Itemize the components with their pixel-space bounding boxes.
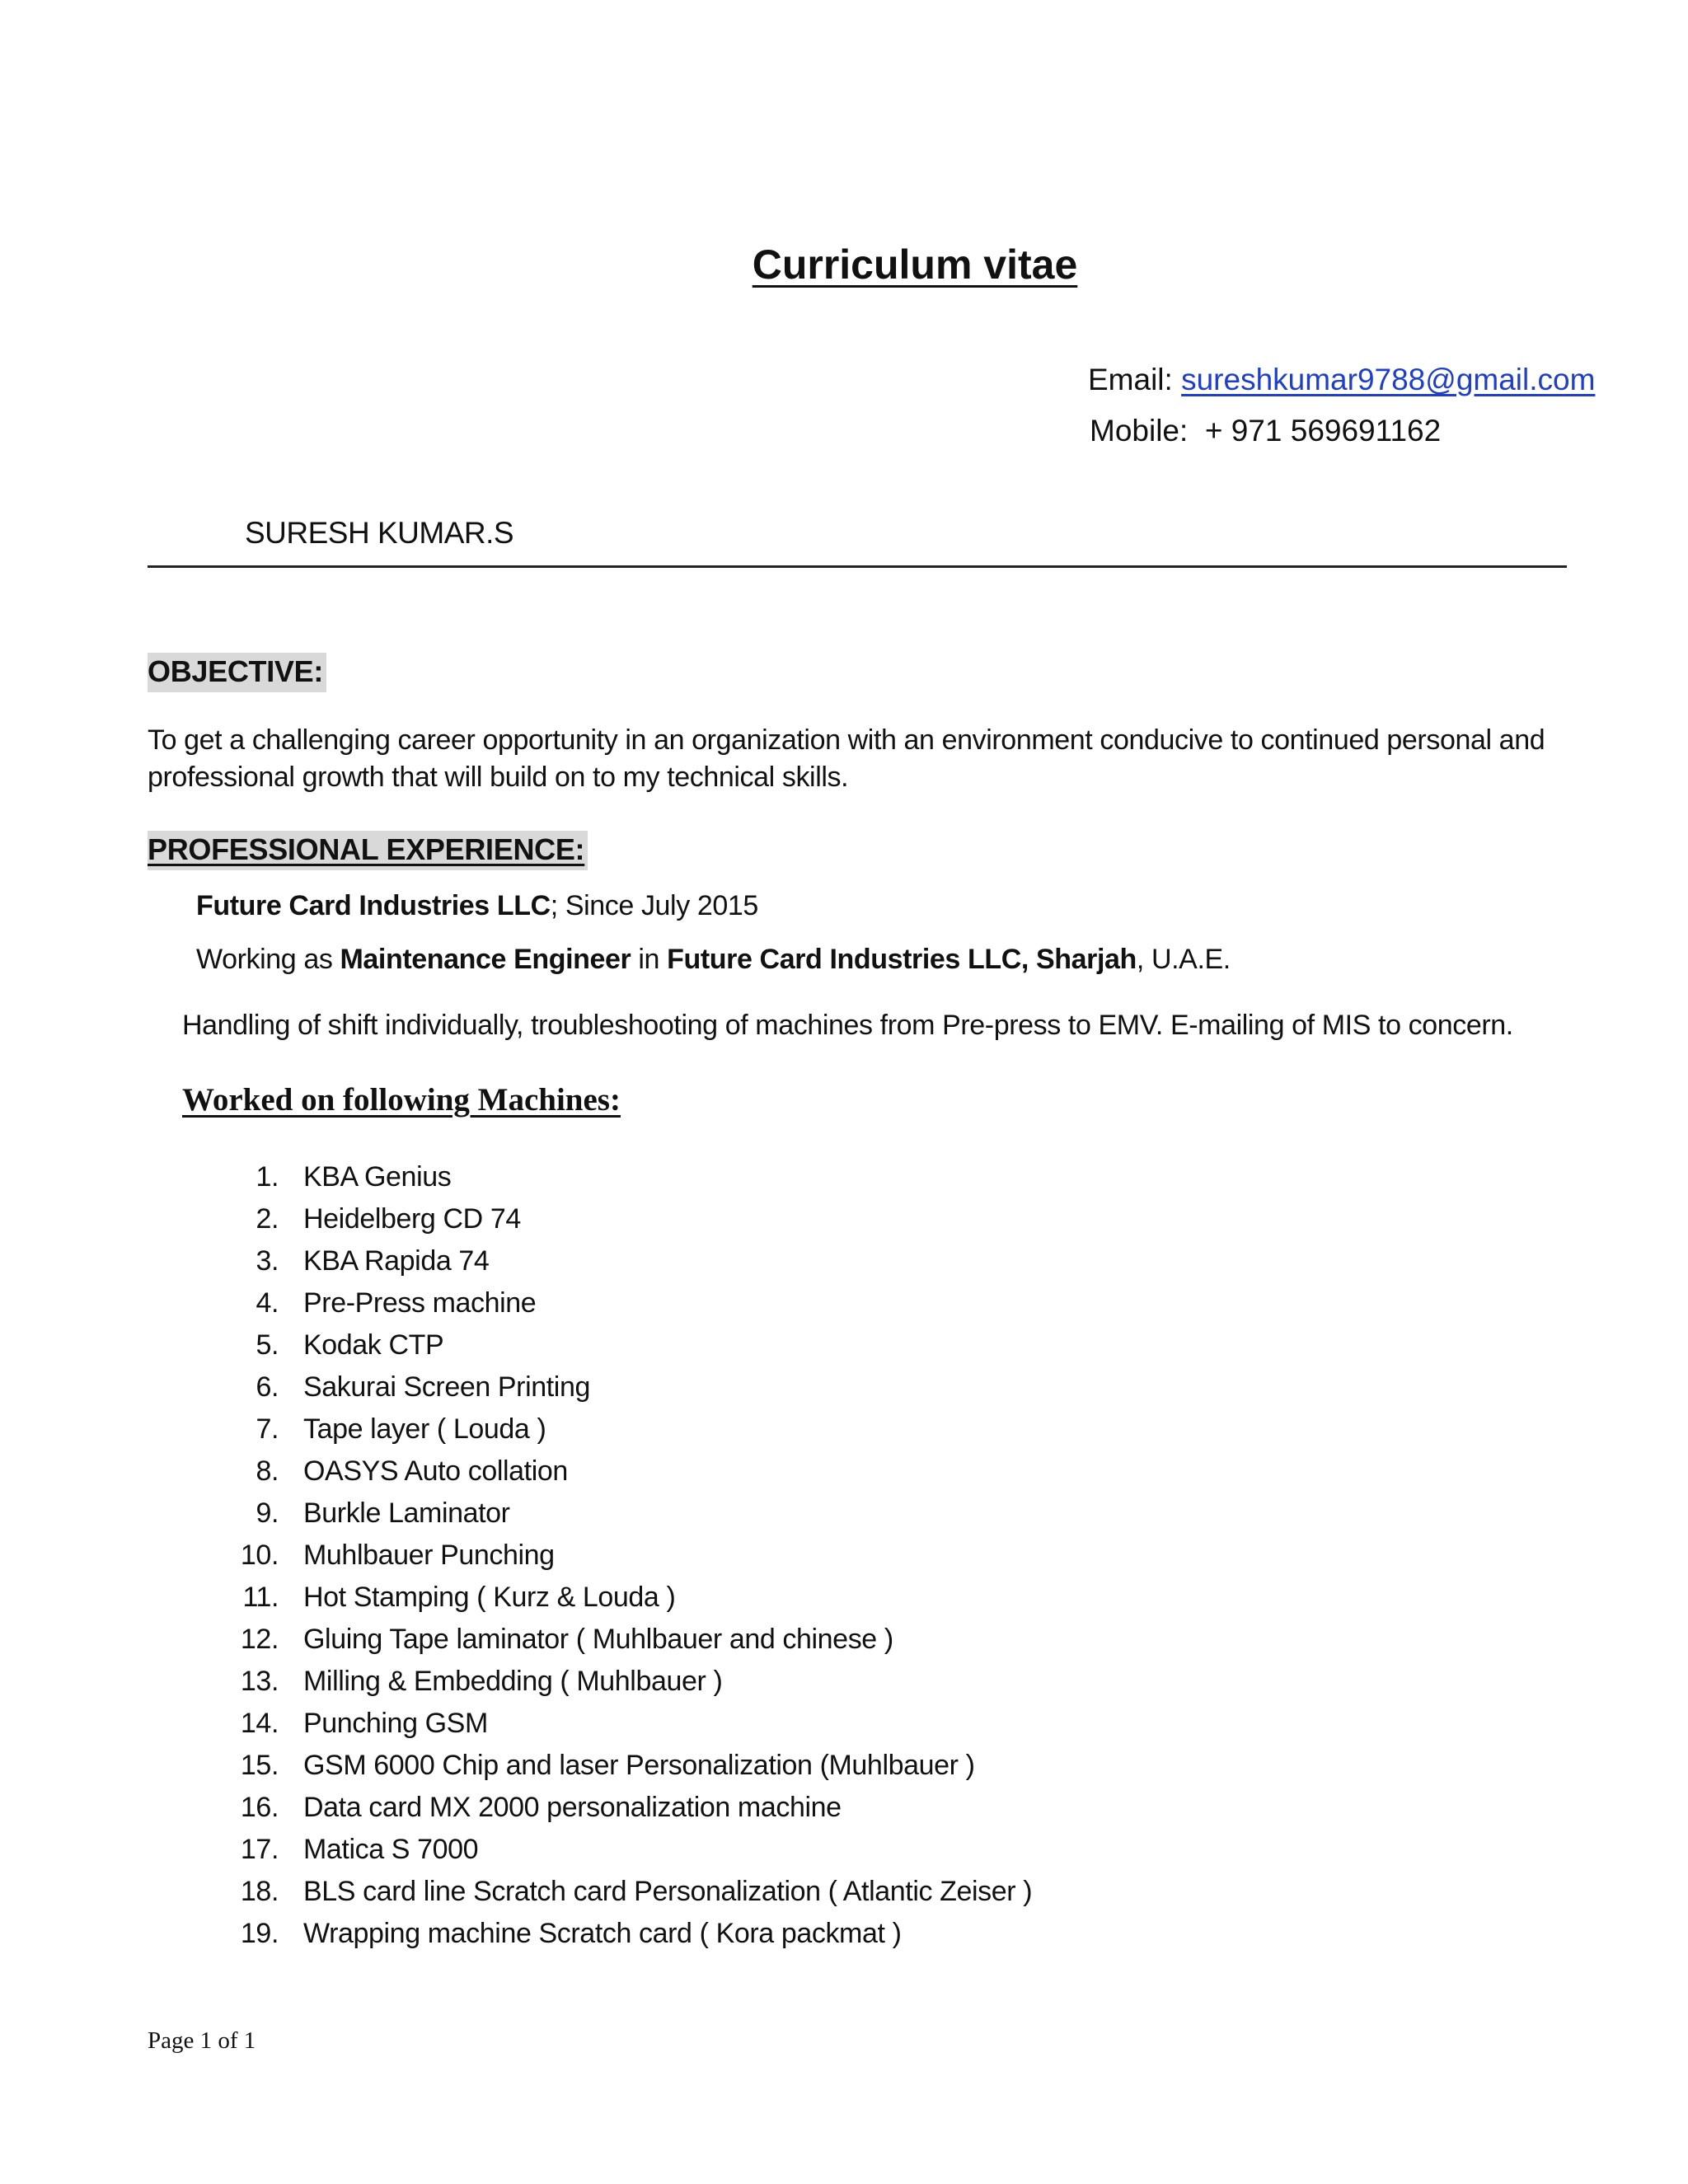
- role-in: in: [638, 944, 660, 975]
- list-item-number: 2.: [256, 1203, 279, 1235]
- list-item-number: 10.: [240, 1540, 279, 1571]
- email-line: [1088, 363, 1595, 397]
- list-item: [221, 1661, 1032, 1703]
- list-item: [221, 1745, 1032, 1787]
- list-item: [221, 1282, 1032, 1324]
- role-prefix: Working as: [196, 944, 333, 975]
- list-item-text: KBA Rapida 74: [303, 1245, 490, 1277]
- list-item-number: 5.: [256, 1329, 279, 1361]
- machines-heading: Worked on following Machines:: [182, 1082, 621, 1118]
- email-label: Email:: [1088, 363, 1173, 396]
- list-item-number: 1.: [256, 1161, 279, 1193]
- list-item: [221, 1577, 1032, 1619]
- list-item: [221, 1198, 1032, 1240]
- machine-list: [221, 1156, 1032, 1955]
- list-item-text: Kodak CTP: [303, 1329, 444, 1361]
- list-item-number: 12.: [240, 1624, 279, 1655]
- list-item-text: Punching GSM: [303, 1708, 488, 1739]
- list-item-number: 14.: [240, 1708, 279, 1739]
- list-item: [221, 1366, 1032, 1408]
- list-item: [221, 1156, 1032, 1198]
- role-title: Maintenance Engineer: [340, 944, 631, 975]
- list-item-number: 7.: [256, 1413, 279, 1445]
- list-item: [221, 1451, 1032, 1493]
- role-line: [196, 941, 1231, 978]
- list-item-number: 15.: [240, 1750, 279, 1781]
- list-item: [221, 1240, 1032, 1282]
- document-title: Curriculum vitae: [752, 241, 1078, 288]
- list-item-text: GSM 6000 Chip and laser Personalization (Muhlbauer ): [303, 1750, 975, 1781]
- list-item-number: 13.: [240, 1666, 279, 1697]
- list-item-text: OASYS Auto collation: [303, 1455, 568, 1487]
- list-item: [221, 1535, 1032, 1577]
- role-suffix: , U.A.E.: [1136, 944, 1231, 975]
- candidate-name: SURESH KUMAR.S: [245, 516, 514, 550]
- list-item: [221, 1787, 1032, 1829]
- list-item-number: 3.: [256, 1245, 279, 1277]
- list-item-text: Wrapping machine Scratch card ( Kora packmat ): [303, 1918, 902, 1949]
- objective-text: To get a challenging career opportunity in an organization with an environment conducive to continued personal and professional growth that will build on to my technical skills.: [148, 724, 1545, 793]
- list-item: [221, 1703, 1032, 1745]
- list-item: [221, 1829, 1032, 1871]
- company-line: [196, 888, 758, 925]
- mobile-line: [1090, 414, 1441, 448]
- list-item-text: KBA Genius: [303, 1161, 452, 1193]
- company-since: ; Since July 2015: [550, 890, 758, 921]
- list-item-text: Hot Stamping ( Kurz & Louda ): [303, 1582, 676, 1613]
- email-link[interactable]: sureshkumar9788@gmail.com: [1181, 363, 1596, 396]
- page-footer: Page 1 of 1: [148, 2027, 256, 2054]
- role-company: Future Card Industries LLC, Sharjah: [667, 944, 1137, 975]
- list-item-text: Sakurai Screen Printing: [303, 1371, 590, 1403]
- duties-text: Handling of shift individually, troubleshooting of machines from Pre-press to EMV. E-mailing of MIS to concern.: [182, 1010, 1513, 1041]
- list-item: [221, 1408, 1032, 1451]
- list-item-text: Milling & Embedding ( Muhlbauer ): [303, 1666, 723, 1697]
- list-item-text: Tape layer ( Louda ): [303, 1413, 546, 1445]
- list-item-text: Muhlbauer Punching: [303, 1540, 555, 1571]
- list-item-number: 16.: [240, 1792, 279, 1823]
- list-item-text: Matica S 7000: [303, 1834, 479, 1865]
- list-item-number: 9.: [256, 1497, 279, 1529]
- list-item-number: 19.: [240, 1918, 279, 1949]
- experience-heading: PROFESSIONAL EXPERIENCE:: [148, 831, 588, 870]
- list-item: [221, 1871, 1032, 1913]
- list-item-number: 6.: [256, 1371, 279, 1403]
- list-item-text: Gluing Tape laminator ( Muhlbauer and chinese ): [303, 1624, 893, 1655]
- list-item-text: BLS card line Scratch card Personalization ( Atlantic Zeiser ): [303, 1876, 1033, 1907]
- list-item-number: 18.: [240, 1876, 279, 1907]
- list-item-number: 11.: [242, 1582, 279, 1613]
- list-item: [221, 1324, 1032, 1366]
- list-item-text: Heidelberg CD 74: [303, 1203, 521, 1235]
- objective-heading: OBJECTIVE:: [148, 653, 326, 692]
- list-item: [221, 1493, 1032, 1535]
- list-item: [221, 1619, 1032, 1661]
- header-divider: [148, 565, 1567, 568]
- list-item-text: Data card MX 2000 personalization machine: [303, 1792, 842, 1823]
- list-item-number: 8.: [256, 1455, 279, 1487]
- company-name: Future Card Industries LLC: [196, 890, 551, 921]
- list-item-number: 17.: [240, 1834, 279, 1865]
- list-item-text: Burkle Laminator: [303, 1497, 510, 1529]
- mobile-number: + 971 569691162: [1204, 414, 1442, 448]
- list-item-number: 4.: [256, 1287, 279, 1319]
- list-item-text: Pre-Press machine: [303, 1287, 537, 1319]
- mobile-label: Mobile:: [1090, 414, 1189, 448]
- list-item: [221, 1913, 1032, 1955]
